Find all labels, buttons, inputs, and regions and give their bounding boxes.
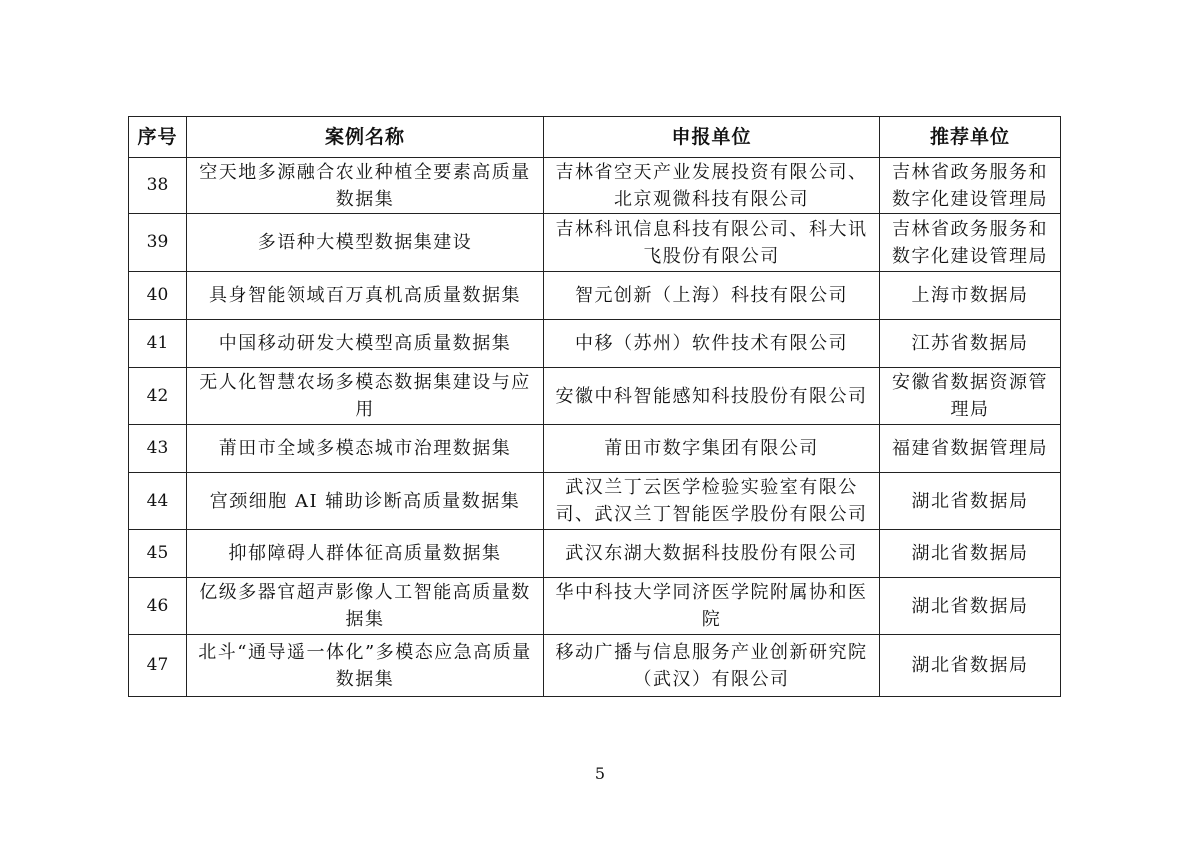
cell-recommender: 湖北省数据局 [880,473,1061,530]
cell-recommender: 福建省数据管理局 [880,425,1061,473]
cell-recommender: 吉林省政务服务和 数字化建设管理局 [880,158,1061,214]
cell-applicant: 智元创新（上海）科技有限公司 [544,272,880,320]
cell-recommender: 上海市数据局 [880,272,1061,320]
cell-case-name: 中国移动研发大模型高质量数据集 [187,320,544,368]
cell-applicant: 移动广播与信息服务产业创新研究院 （武汉）有限公司 [544,635,880,697]
table-row [129,635,1061,697]
cell-case-name: 空天地多源融合农业种植全要素高质量 数据集 [187,158,544,214]
cell-case-name: 亿级多器官超声影像人工智能高质量数 据集 [187,578,544,635]
header-recommender: 推荐单位 [880,117,1061,158]
cell-recommender: 江苏省数据局 [880,320,1061,368]
table-row [129,578,1061,635]
cell-applicant: 安徽中科智能感知科技股份有限公司 [544,368,880,425]
cell-applicant: 中移（苏州）软件技术有限公司 [544,320,880,368]
cell-applicant: 吉林科讯信息科技有限公司、科大讯 飞股份有限公司 [544,214,880,272]
cell-applicant: 莆田市数字集团有限公司 [544,425,880,473]
cell-case-name: 宫颈细胞 AI 辅助诊断高质量数据集 [187,473,544,530]
cell-case-name: 具身智能领域百万真机高质量数据集 [187,272,544,320]
cell-serial: 38 [129,158,187,214]
cell-case-name: 无人化智慧农场多模态数据集建设与应 用 [187,368,544,425]
table-row [129,158,1061,214]
cell-case-name: 北斗“通导遥一体化”多模态应急高质量 数据集 [187,635,544,697]
cell-serial: 43 [129,425,187,473]
table-header-row [129,117,1061,158]
header-serial: 序号 [129,117,187,158]
cell-applicant: 吉林省空天产业发展投资有限公司、 北京观微科技有限公司 [544,158,880,214]
cell-serial: 44 [129,473,187,530]
cell-serial: 46 [129,578,187,635]
cell-case-name: 多语种大模型数据集建设 [187,214,544,272]
cell-applicant: 华中科技大学同济医学院附属协和医 院 [544,578,880,635]
table-row [129,473,1061,530]
cell-recommender: 吉林省政务服务和 数字化建设管理局 [880,214,1061,272]
table-row [129,368,1061,425]
table-row [129,425,1061,473]
cell-recommender: 湖北省数据局 [880,578,1061,635]
table-row [129,530,1061,578]
table-row [129,272,1061,320]
cell-serial: 45 [129,530,187,578]
cell-serial: 47 [129,635,187,697]
cell-applicant: 武汉兰丁云医学检验实验室有限公 司、武汉兰丁智能医学股份有限公司 [544,473,880,530]
header-applicant: 申报单位 [544,117,880,158]
cell-case-name: 抑郁障碍人群体征高质量数据集 [187,530,544,578]
cell-case-name: 莆田市全域多模态城市治理数据集 [187,425,544,473]
table-row [129,214,1061,272]
cell-serial: 41 [129,320,187,368]
cell-recommender: 湖北省数据局 [880,635,1061,697]
cell-serial: 40 [129,272,187,320]
header-case-name: 案例名称 [187,117,544,158]
cell-applicant: 武汉东湖大数据科技股份有限公司 [544,530,880,578]
table-row [129,320,1061,368]
cell-recommender: 湖北省数据局 [880,530,1061,578]
cell-serial: 39 [129,214,187,272]
page-number: 5 [594,764,606,783]
data-table [128,116,1061,697]
cell-recommender: 安徽省数据资源管 理局 [880,368,1061,425]
cell-serial: 42 [129,368,187,425]
